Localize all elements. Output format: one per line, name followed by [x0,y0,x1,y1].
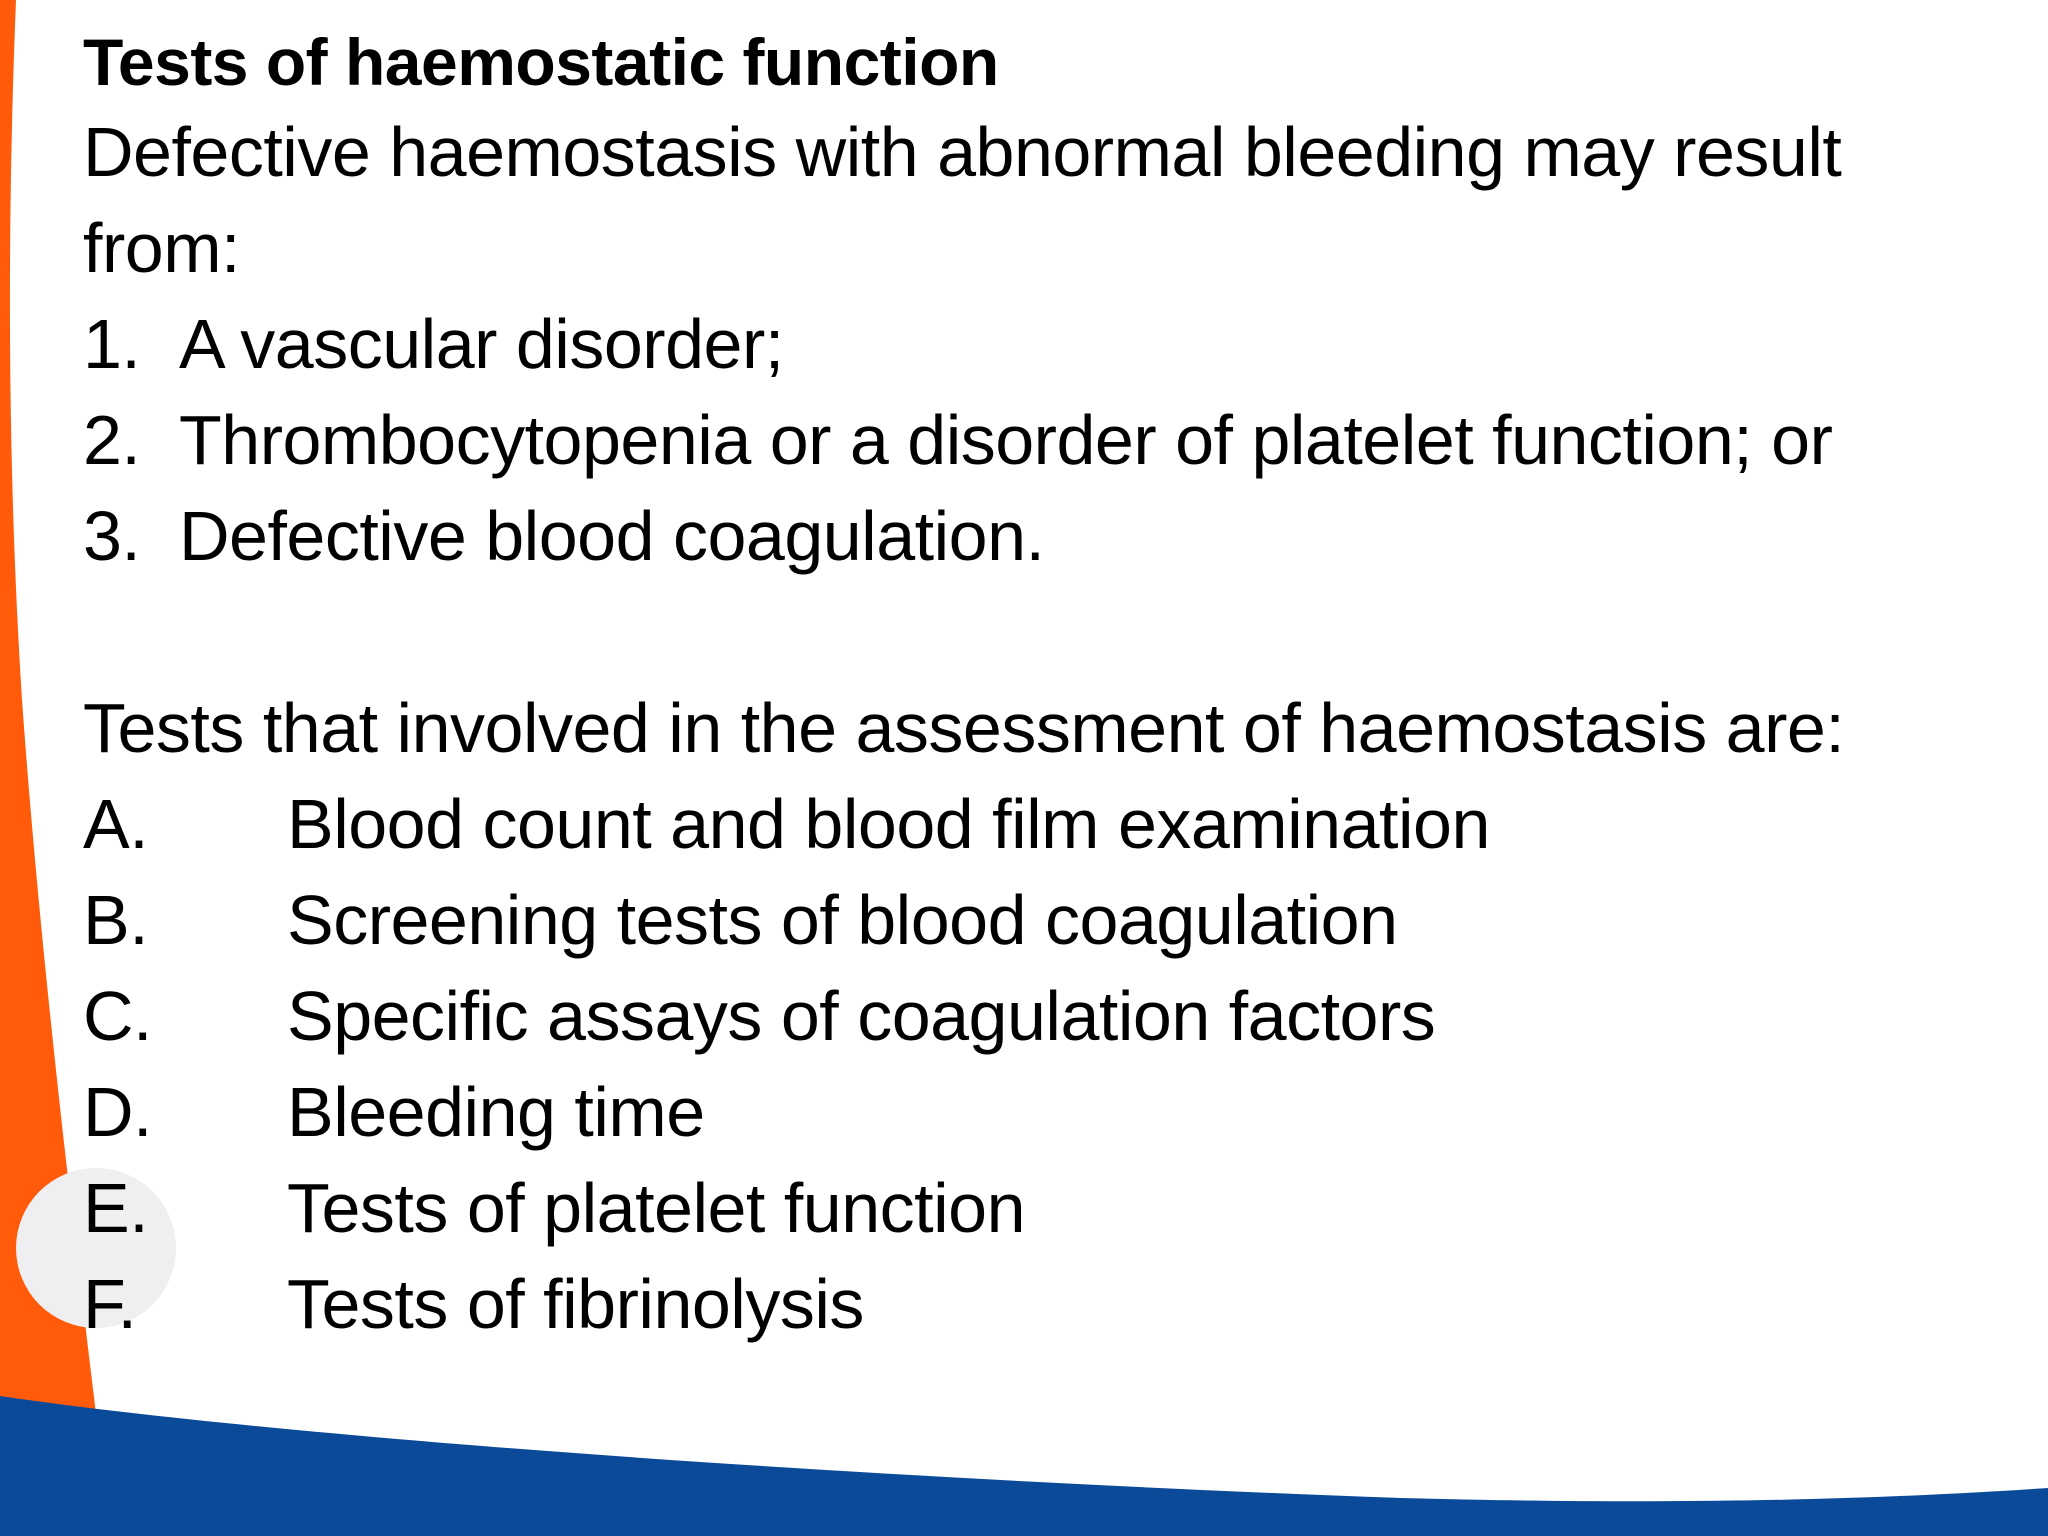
tests-intro: Tests that involved in the assessment of haemostasis are: [83,689,1845,767]
causes-list [83,296,2023,584]
test-item [83,1160,2023,1256]
slide-title: Tests of haemostatic function [83,25,999,99]
test-text: Tests of platelet function [287,1169,1025,1247]
test-item [83,776,2023,872]
test-letter: B. [83,881,149,959]
test-letter: A. [83,785,149,863]
cause-number: 3. [83,497,141,575]
test-text: Tests of fibrinolysis [287,1265,864,1343]
blue-bottom-band-shape [0,1396,2048,1536]
intro-line-2: from: [83,209,240,287]
test-text: Bleeding time [287,1073,705,1151]
test-text: Blood count and blood film examination [287,785,1490,863]
tests-list [83,776,2023,1352]
test-item [83,872,2023,968]
spacer [83,584,2023,680]
test-letter: C. [83,977,152,1055]
cause-number: 2. [83,401,141,479]
cause-number: 1. [83,305,141,383]
test-letter: F. [83,1265,137,1343]
cause-text: Defective blood coagulation. [179,497,1045,575]
test-item [83,968,2023,1064]
cause-text: A vascular disorder; [179,305,784,383]
slide-content [83,20,2023,1352]
test-item [83,1064,2023,1160]
cause-item [83,392,2023,488]
cause-text: Thrombocytopenia or a disorder of platelet function; or [179,401,1833,479]
test-text: Specific assays of coagulation factors [287,977,1436,1055]
test-letter: D. [83,1073,152,1151]
test-letter: E. [83,1169,149,1247]
intro-line-1: Defective haemostasis with abnormal bleeding may result [83,113,1842,191]
cause-item [83,488,2023,584]
test-item [83,1256,2023,1352]
test-text: Screening tests of blood coagulation [287,881,1398,959]
cause-item [83,296,2023,392]
